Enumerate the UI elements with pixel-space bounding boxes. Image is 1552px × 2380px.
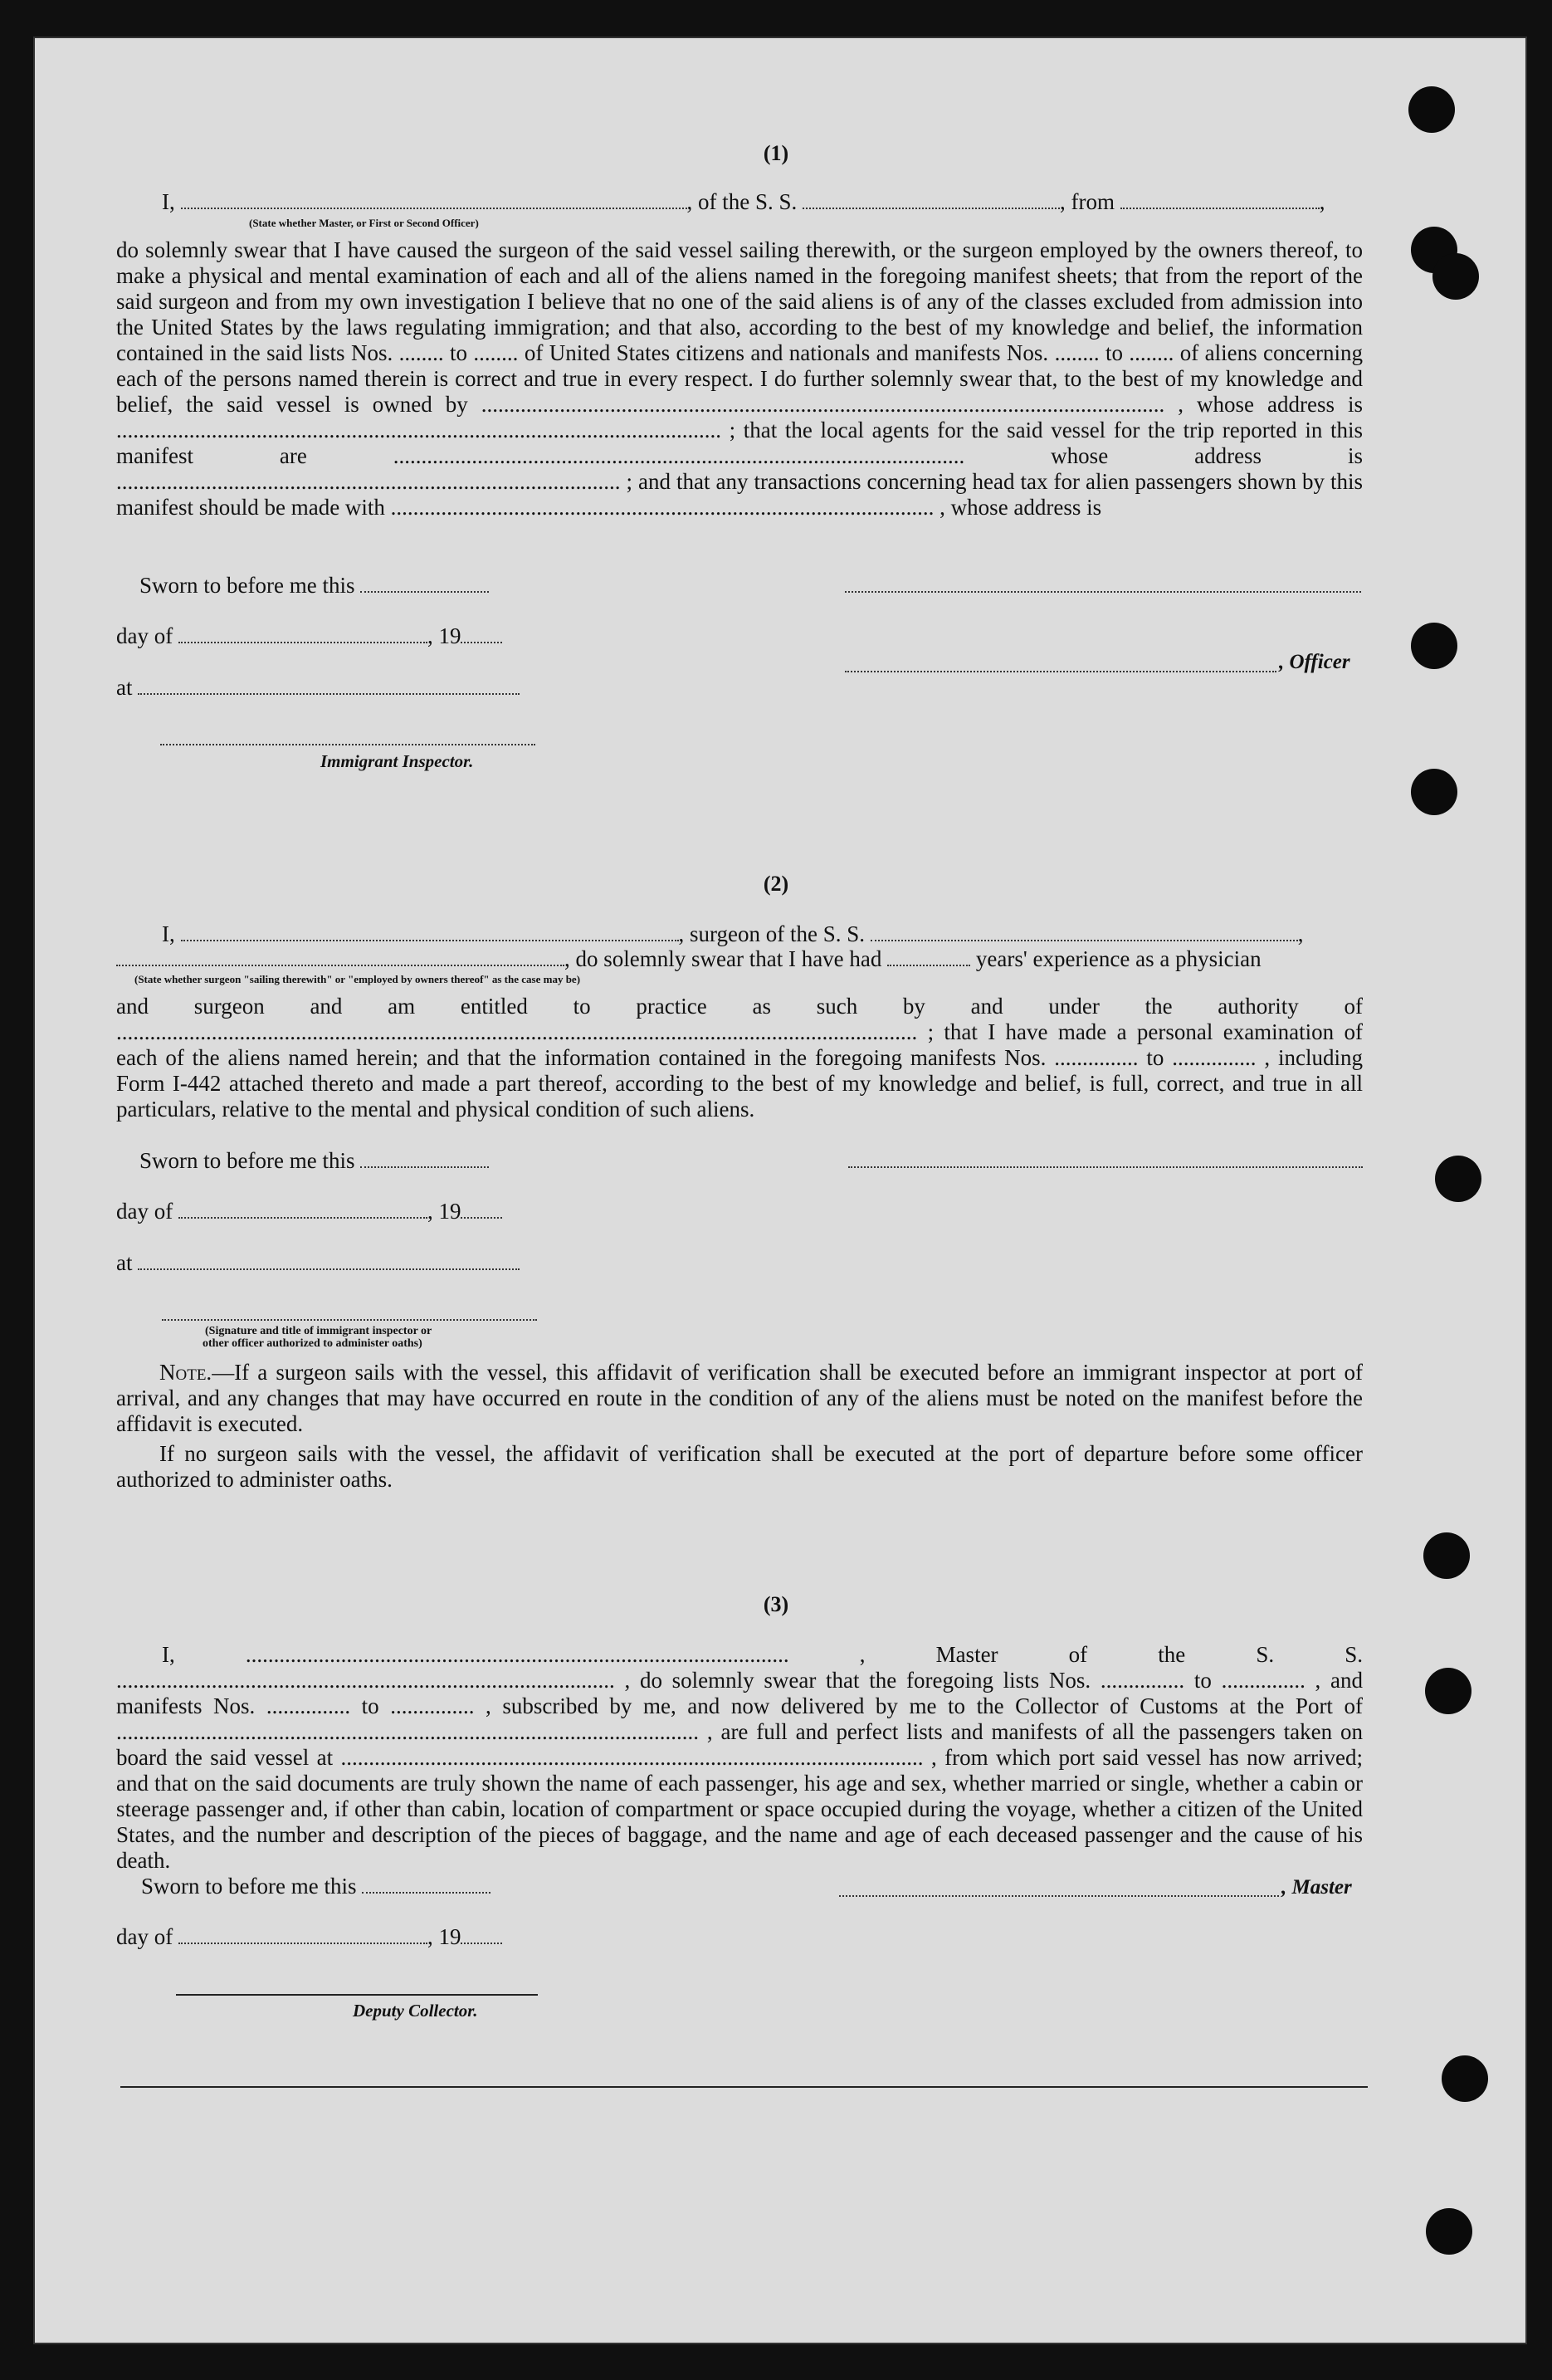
section-number: (2) bbox=[763, 872, 789, 896]
surgeon-type-field[interactable] bbox=[116, 948, 564, 966]
day-of-line: day of , 19 bbox=[116, 1199, 502, 1224]
from-label: , from bbox=[1060, 189, 1115, 214]
sworn-line: Sworn to before me this bbox=[139, 1148, 489, 1174]
place-field[interactable] bbox=[138, 677, 520, 695]
signature-caption-1: (Signature and title of immigrant inspector or bbox=[205, 1325, 432, 1337]
vessel-field[interactable] bbox=[803, 191, 1060, 209]
sworn-day-field[interactable] bbox=[360, 574, 489, 593]
inspector-signature-line[interactable] bbox=[162, 1319, 537, 1321]
note-paragraph bbox=[116, 1360, 1363, 1437]
day-of-line: day of , 19 bbox=[116, 623, 502, 649]
surgeon-line: I, , surgeon of the S. S. , bbox=[162, 921, 1304, 946]
at-line: at bbox=[116, 1250, 520, 1276]
collector-signature-line[interactable] bbox=[176, 1994, 538, 1996]
place-field[interactable] bbox=[138, 1252, 520, 1270]
inspector-label: Immigrant Inspector. bbox=[320, 751, 474, 771]
officer-label: , Officer bbox=[1279, 651, 1350, 673]
month-field[interactable] bbox=[178, 1926, 427, 1944]
bottom-rule bbox=[120, 2086, 1368, 2088]
sworn-line: Sworn to before me this bbox=[139, 573, 489, 599]
origin-field[interactable] bbox=[1120, 191, 1320, 209]
vessel-field[interactable] bbox=[871, 923, 1298, 941]
punch-hole bbox=[1435, 1156, 1481, 1202]
punch-hole bbox=[1411, 623, 1457, 669]
declarant-line: I, , of the S. S. , from , bbox=[162, 189, 1325, 214]
surgeon-name-field[interactable] bbox=[181, 923, 679, 941]
section-number: (1) bbox=[763, 141, 789, 165]
punch-hole bbox=[1408, 86, 1455, 133]
inspector-signature-line[interactable] bbox=[160, 744, 535, 745]
punch-hole bbox=[1411, 769, 1457, 815]
surgeon-caption: (State whether surgeon "sailing therewith" or "employed by owners thereof" as the case may be) bbox=[134, 973, 581, 985]
section-number: (3) bbox=[763, 1592, 789, 1616]
affidavit-body: do solemnly swear that I have caused the surgeon of the said vessel sailing therewith, or the surgeon employed by the owners thereof, to make a physical and mental examination of each and all of the aliens named in the foregoing manifest sheets; that from the report of the said surgeon and from my own investigation I believe that no one of the said aliens is of any of the classes excluded from admission into the United States by the laws regulating immigration; and that also, according to the best of my knowledge and belief, the information contained in the said lists Nos. ........ to ........ of United States citizens and nationals and manifests Nos. ........ to ........ of aliens concerning each of the persons named therein is correct and true in every respect. I do further solemnly swear that, to the best of my knowledge and belief, the said vessel is owned by .......................................................................................................................... , whose address is ............................................................................................................ ; that the local agents for the said vessel for the trip reported in this manifest are ...................................................................................................... whose address is .......................................................................................... ; and that any transactions concerning head tax for alien passengers shown by this manifest should be made with ................................................................................................. , whose address is bbox=[116, 237, 1363, 520]
punch-hole bbox=[1442, 2055, 1488, 2102]
sworn-day-field[interactable] bbox=[362, 1875, 490, 1894]
name-field[interactable] bbox=[181, 191, 687, 209]
officer-signature-line[interactable] bbox=[845, 671, 1276, 672]
signature-caption-2: other officer authorized to administer oaths) bbox=[203, 1337, 422, 1350]
vessel-label: , of the S. S. bbox=[686, 189, 798, 214]
punch-hole bbox=[1426, 2208, 1472, 2255]
year-field[interactable] bbox=[461, 1200, 502, 1219]
master-signature-line[interactable] bbox=[839, 1895, 1279, 1897]
day-of-line: day of , 19 bbox=[116, 1924, 502, 1950]
signature-line[interactable] bbox=[845, 591, 1361, 593]
surgeon-body: and surgeon and am entitled to practice as such by and under the authority of ............................................................................................................................................... ; that I have made a personal examination of each of the aliens named herein; and that the information contained in the foregoing manifests Nos. ............... to ............... , including Form I-442 attached thereto and made a part thereof, according to the best of my knowledge and belief, is full, correct, and true in all particulars, relative to the mental and physical condition of such aliens. bbox=[116, 994, 1363, 1122]
deputy-collector-label: Deputy Collector. bbox=[353, 2001, 478, 2021]
at-line: at bbox=[116, 675, 520, 701]
master-body: I, ................................................................................................. , Master of the S. S. ......................................................................................... , do solemnly swear that the foregoing lists Nos. ............... to ............... , and manifests Nos. ............... to ............... , subscribed by me, and now delivered by me to the Collector of Customs at the Port of ........................................................................................................ , are full and perfect lists and manifests of all the passengers taken on board the said vessel at ........................................................................................................ , from which port said vessel has now arrived; and that on the said documents are truly shown the name of each passenger, his age and sex, whether married or single, whether a cabin or steerage passenger and, if other than cabin, location of compartment or space occupied during the voyage, whether a citizen of the United States, and the number and description of the pieces of baggage, and the name and age of each deceased passenger and the cause of his death. bbox=[116, 1642, 1363, 1873]
month-field[interactable] bbox=[178, 625, 427, 643]
declarant-label: I, bbox=[162, 189, 175, 214]
punch-hole bbox=[1425, 1668, 1471, 1714]
note-text: —If a surgeon sails with the vessel, this affidavit of verification shall be executed before an immigrant inspector at port of arrival, and any changes that may have occurred en route in the condition of any of the aliens must be noted on the manifest before the affidavit is executed. bbox=[116, 1360, 1363, 1436]
experience-line: , do solemnly swear that I have had years' experience as a physician bbox=[116, 946, 1262, 972]
surgeon-signature-line[interactable] bbox=[848, 1166, 1363, 1168]
year-field[interactable] bbox=[461, 1926, 502, 1944]
month-field[interactable] bbox=[178, 1200, 427, 1219]
sworn-line: Sworn to before me this bbox=[141, 1874, 490, 1899]
sworn-day-field[interactable] bbox=[360, 1150, 489, 1168]
punch-hole bbox=[1432, 253, 1479, 300]
year-field[interactable] bbox=[461, 625, 502, 643]
years-field[interactable] bbox=[887, 948, 970, 966]
punch-hole bbox=[1423, 1532, 1470, 1579]
officer-caption: (State whether Master, or First or Second Officer) bbox=[249, 217, 479, 229]
note-paragraph-2: If no surgeon sails with the vessel, the affidavit of verification shall be executed at the port of departure before some officer authorized to administer oaths. bbox=[116, 1441, 1363, 1492]
note-label: Note. bbox=[159, 1360, 212, 1385]
master-label: , Master bbox=[1281, 1876, 1352, 1899]
